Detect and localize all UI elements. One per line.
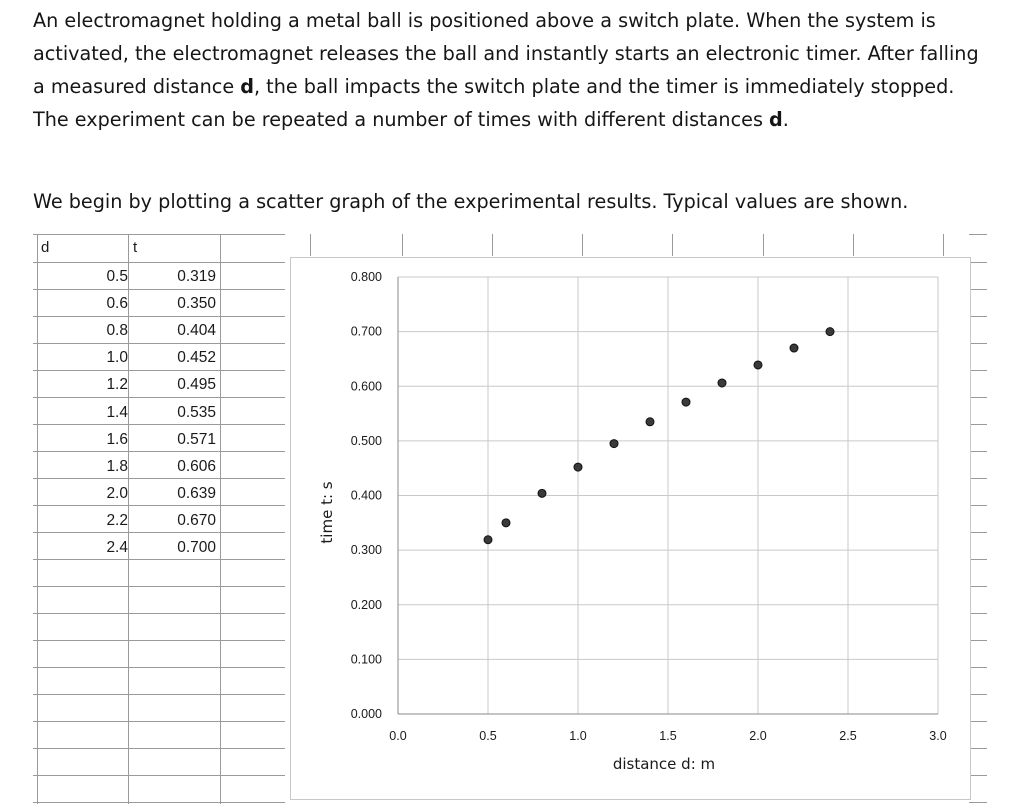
- grid-row-line: [33, 316, 285, 317]
- table-cell-d[interactable]: 1.2: [106, 376, 128, 393]
- table-cell-d[interactable]: 2.4: [106, 539, 128, 556]
- table-cell-d[interactable]: 2.2: [106, 512, 128, 529]
- x-tick-label: 0.0: [389, 729, 407, 743]
- grid-row-line: [33, 234, 285, 235]
- data-point: [682, 398, 690, 406]
- y-tick-label: 0.000: [350, 707, 382, 721]
- grid-col-line: [37, 234, 38, 804]
- grid-row-line: [969, 343, 987, 344]
- grid-row-line: [33, 802, 285, 803]
- grid-row-line: [969, 802, 987, 803]
- x-tick-label: 1.0: [569, 729, 587, 743]
- grid-row-line: [33, 775, 285, 776]
- x-tick-label: 2.0: [749, 729, 767, 743]
- data-point: [646, 418, 654, 426]
- grid-row-line: [969, 694, 987, 695]
- grid-row-line: [33, 721, 285, 722]
- grid-col-line: [853, 234, 854, 256]
- y-tick-label: 0.800: [350, 270, 382, 284]
- table-cell-d[interactable]: 1.6: [106, 431, 128, 448]
- table-cell-t[interactable]: 0.670: [177, 512, 216, 529]
- grid-row-line: [33, 748, 285, 749]
- grid-col-line: [582, 234, 583, 256]
- grid-row-line: [969, 424, 987, 425]
- data-point: [502, 519, 510, 527]
- grid-row-line: [969, 586, 987, 587]
- data-point: [574, 463, 582, 471]
- data-point: [826, 328, 834, 336]
- grid-row-line: [969, 775, 987, 776]
- grid-row-line: [969, 289, 987, 290]
- table-cell-d[interactable]: 1.4: [106, 404, 128, 421]
- intro-text-1: An electromagnet holding a metal ball is positioned above a switch plate. When the system is activated, the electromagnet releases the ball and instantly starts an electronic timer. After falling a measured distance: [33, 9, 979, 98]
- grid-row-line: [33, 289, 285, 290]
- plot-intro-paragraph: We begin by plotting a scatter graph of the experimental results. Typical values are shown.: [33, 190, 909, 213]
- grid-row-line: [969, 370, 987, 371]
- table-cell-t[interactable]: 0.452: [177, 349, 216, 366]
- table-cell-t[interactable]: 0.606: [177, 458, 216, 475]
- grid-col-line: [672, 234, 673, 256]
- y-axis-label: time t: s: [318, 481, 336, 544]
- intro-d-1: d: [240, 75, 254, 98]
- grid-row-line: [33, 613, 285, 614]
- grid-row-line: [33, 370, 285, 371]
- grid-row-line: [33, 532, 285, 533]
- grid-row-line: [969, 667, 987, 668]
- grid-row-line: [969, 613, 987, 614]
- grid-row-line: [969, 397, 987, 398]
- table-cell-t[interactable]: 0.350: [177, 295, 216, 312]
- grid-col-line: [763, 234, 764, 256]
- table-cell-t[interactable]: 0.571: [177, 431, 216, 448]
- data-point: [790, 344, 798, 352]
- header-t[interactable]: t: [133, 239, 138, 256]
- table-cell-t[interactable]: 0.404: [177, 322, 216, 339]
- table-cell-t[interactable]: 0.639: [177, 485, 216, 502]
- grid-row-line: [969, 559, 987, 560]
- data-point: [718, 379, 726, 387]
- table-cell-d[interactable]: 0.5: [106, 268, 128, 285]
- grid-row-line: [33, 478, 285, 479]
- grid-row-line: [969, 721, 987, 722]
- grid-row-line: [33, 424, 285, 425]
- table-cell-d[interactable]: 1.8: [106, 458, 128, 475]
- grid-col-line: [310, 234, 311, 256]
- table-cell-t[interactable]: 0.319: [177, 268, 216, 285]
- grid-row-line: [969, 640, 987, 641]
- table-cell-t[interactable]: 0.495: [177, 376, 216, 393]
- grid-row-line: [33, 586, 285, 587]
- y-tick-label: 0.700: [350, 324, 382, 339]
- grid-row-line: [33, 505, 285, 506]
- intro-text-2: , the ball impacts the switch plate and the timer is immediately stopped. The experiment can be repeated a number of times with different distances: [33, 75, 955, 131]
- x-tick-label: 3.0: [929, 729, 947, 743]
- table-cell-t[interactable]: 0.535: [177, 404, 216, 421]
- header-d[interactable]: d: [41, 239, 50, 256]
- scatter-chart[interactable]: [290, 257, 971, 800]
- grid-row-line: [33, 694, 285, 695]
- grid-col-line: [220, 234, 221, 804]
- x-tick-label: 0.5: [479, 729, 497, 743]
- grid-row-line: [33, 667, 285, 668]
- data-point: [484, 536, 492, 544]
- data-point: [610, 440, 618, 448]
- y-tick-label: 0.500: [350, 433, 382, 448]
- grid-row-line: [969, 451, 987, 452]
- grid-col-line: [402, 234, 403, 256]
- table-cell-d[interactable]: 0.8: [106, 322, 128, 339]
- table-cell-t[interactable]: 0.700: [177, 539, 216, 556]
- x-tick-label: 1.5: [659, 729, 677, 743]
- grid-row-line: [969, 505, 987, 506]
- grid-row-line: [969, 316, 987, 317]
- grid-row-line: [33, 262, 285, 263]
- grid-row-line: [33, 559, 285, 560]
- data-point: [538, 489, 546, 497]
- intro-text-3: .: [782, 108, 789, 131]
- grid-row-line: [33, 640, 285, 641]
- y-tick-label: 0.200: [350, 597, 382, 612]
- grid-row-line: [33, 343, 285, 344]
- grid-row-line: [33, 397, 285, 398]
- grid-row-line: [969, 478, 987, 479]
- y-tick-label: 0.100: [350, 652, 382, 667]
- data-point: [754, 361, 762, 369]
- grid-col-line: [943, 234, 944, 256]
- x-tick-label: 2.5: [839, 729, 857, 743]
- y-tick-label: 0.600: [350, 379, 382, 394]
- intro-d-2: d: [769, 108, 783, 131]
- x-axis-label: distance d: m: [612, 755, 716, 773]
- grid-row-line: [33, 451, 285, 452]
- grid-row-line: [969, 262, 987, 263]
- table-cell-d[interactable]: 1.0: [106, 349, 128, 366]
- y-tick-label: 0.400: [350, 488, 382, 503]
- y-tick-label: 0.300: [350, 543, 382, 558]
- grid-col-line: [128, 234, 129, 804]
- chart-svg: [291, 258, 970, 799]
- table-cell-d[interactable]: 0.6: [106, 295, 128, 312]
- grid-col-line: [492, 234, 493, 256]
- grid-row-line: [969, 234, 987, 235]
- grid-row-line: [969, 532, 987, 533]
- grid-row-line: [969, 748, 987, 749]
- table-cell-d[interactable]: 2.0: [106, 485, 128, 502]
